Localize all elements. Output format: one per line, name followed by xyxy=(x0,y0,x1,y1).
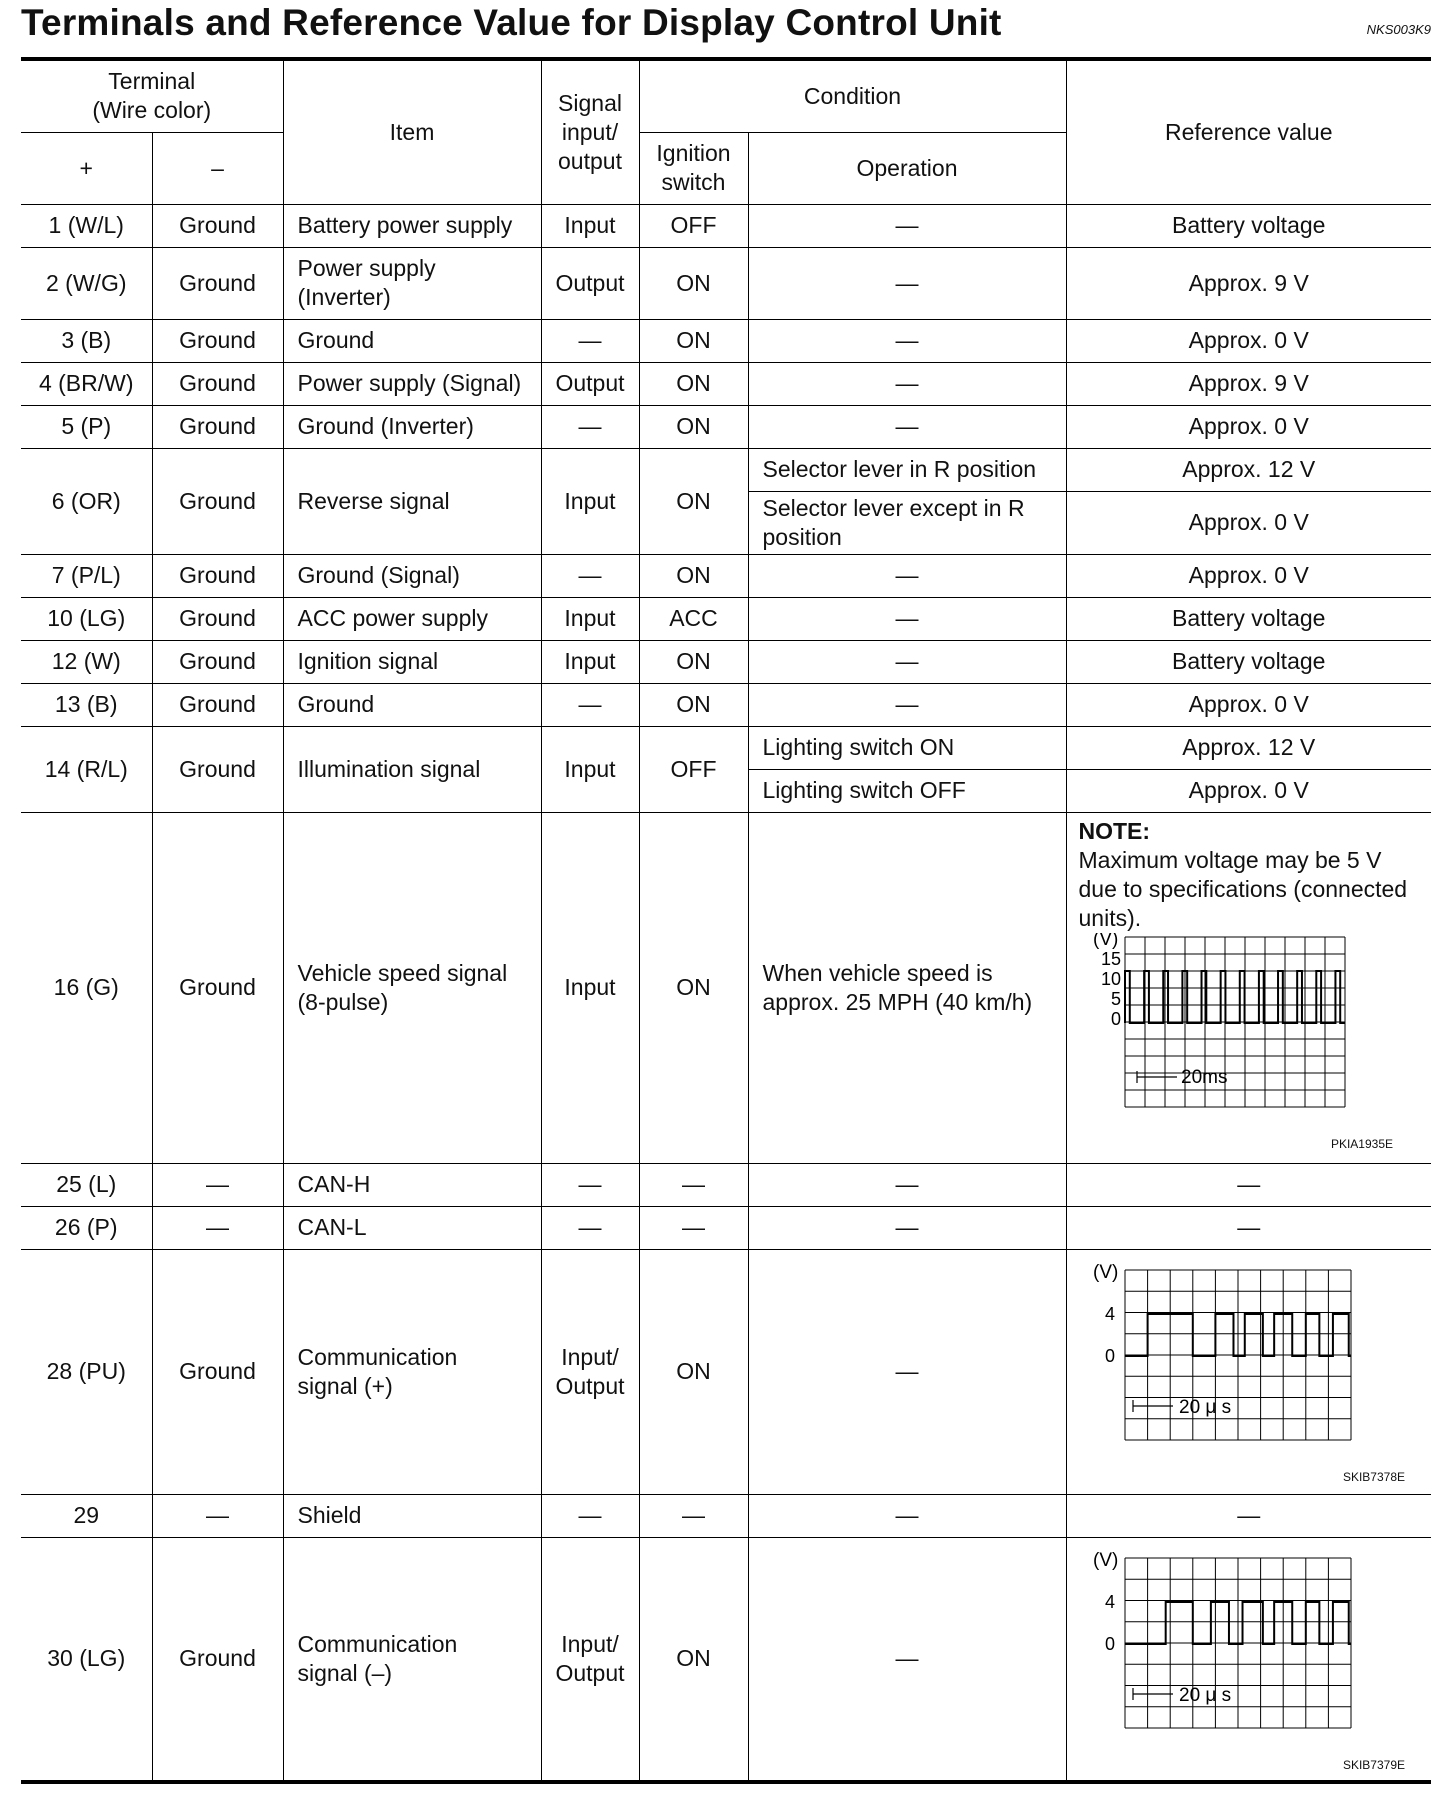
item: Communication signal (+) xyxy=(283,1249,541,1494)
figure-code: SKIB7379E xyxy=(1342,1757,1405,1772)
header-reference: Reference value xyxy=(1066,61,1431,204)
ignition-switch: ON xyxy=(639,1537,748,1782)
terminal-plus: 30 (LG) xyxy=(21,1537,152,1782)
terminal-minus: Ground xyxy=(152,640,283,683)
terminal-minus: Ground xyxy=(152,812,283,1163)
signal-io: Input xyxy=(541,640,639,683)
waveform-unit: (V) xyxy=(1092,1261,1118,1283)
terminal-minus: Ground xyxy=(152,597,283,640)
operation: Selector lever except in R position xyxy=(748,491,1066,554)
reference-value: Approx. 0 V xyxy=(1066,554,1431,597)
header-terminal: Terminal (Wire color) xyxy=(21,61,283,132)
item: Reverse signal xyxy=(283,448,541,554)
item: Ground xyxy=(283,319,541,362)
header-ignition: Ignition switch xyxy=(639,132,748,204)
signal-io: — xyxy=(541,1163,639,1206)
ignition-switch: ON xyxy=(639,247,748,319)
operation: — xyxy=(748,362,1066,405)
item: Battery power supply xyxy=(283,204,541,247)
terminal-minus: — xyxy=(152,1163,283,1206)
reference-value: Approx. 0 V xyxy=(1066,769,1431,812)
terminal-minus: Ground xyxy=(152,726,283,812)
ignition-switch: ON xyxy=(639,362,748,405)
reference-value: Approx. 0 V xyxy=(1066,683,1431,726)
reference-value: — xyxy=(1066,1206,1431,1249)
operation: — xyxy=(748,683,1066,726)
operation: — xyxy=(748,1494,1066,1537)
table-row xyxy=(21,1249,1431,1494)
terminal-minus: Ground xyxy=(152,448,283,554)
reference-value: Approx. 12 V xyxy=(1066,726,1431,769)
table-row xyxy=(21,726,1431,769)
terminal-plus: 16 (G) xyxy=(21,812,152,1163)
terminal-minus: Ground xyxy=(152,204,283,247)
terminal-minus: Ground xyxy=(152,554,283,597)
terminal-plus: 7 (P/L) xyxy=(21,554,152,597)
table-row xyxy=(21,1537,1431,1782)
reference-value: Approx. 12 V xyxy=(1066,448,1431,491)
terminal-plus: 5 (P) xyxy=(21,405,152,448)
terminal-plus: 26 (P) xyxy=(21,1206,152,1249)
terminal-minus: Ground xyxy=(152,319,283,362)
ignition-switch: — xyxy=(639,1494,748,1537)
operation: Lighting switch ON xyxy=(748,726,1066,769)
figure-code: PKIA1935E xyxy=(1330,1136,1393,1151)
ignition-switch: — xyxy=(639,1163,748,1206)
waveform-trace xyxy=(1125,971,1345,1023)
terminal-plus: 6 (OR) xyxy=(21,448,152,554)
operation: Lighting switch OFF xyxy=(748,769,1066,812)
waveform-graph xyxy=(1067,1544,1397,1744)
waveform-tick-label: 0 xyxy=(1104,1633,1115,1654)
ignition-switch: ON xyxy=(639,683,748,726)
reference-value: Approx. 0 V xyxy=(1066,491,1431,554)
waveform-tick-label: 5 xyxy=(1110,988,1121,1009)
reference-value: — xyxy=(1066,1163,1431,1206)
operation: — xyxy=(748,405,1066,448)
terminal-minus: Ground xyxy=(152,362,283,405)
waveform-figure xyxy=(1067,933,1420,1159)
note-text: Maximum voltage may be 5 V due to specifications (connected units). xyxy=(1078,846,1408,931)
operation: — xyxy=(748,319,1066,362)
waveform-graph xyxy=(1067,933,1397,1123)
waveform-figure xyxy=(1067,1544,1432,1780)
waveform-time-label: 20 μ s xyxy=(1178,1684,1231,1706)
item: Vehicle speed signal (8-pulse) xyxy=(283,812,541,1163)
terminal-minus: Ground xyxy=(152,1537,283,1782)
table-row xyxy=(21,1163,1431,1206)
ignition-switch: — xyxy=(639,1206,748,1249)
terminal-plus: 12 (W) xyxy=(21,640,152,683)
header-plus: + xyxy=(21,132,152,204)
signal-io: Output xyxy=(541,362,639,405)
waveform-time-label: 20ms xyxy=(1180,1066,1227,1088)
terminal-minus: Ground xyxy=(152,683,283,726)
operation: — xyxy=(748,640,1066,683)
operation: — xyxy=(748,204,1066,247)
terminal-plus: 14 (R/L) xyxy=(21,726,152,812)
reference-value xyxy=(1066,812,1431,1163)
operation: — xyxy=(748,597,1066,640)
reference-value: Battery voltage xyxy=(1066,597,1431,640)
terminal-plus: 3 (B) xyxy=(21,319,152,362)
ignition-switch: ACC xyxy=(639,597,748,640)
table-row xyxy=(21,1206,1431,1249)
terminal-minus: Ground xyxy=(152,405,283,448)
terminal-minus: — xyxy=(152,1494,283,1537)
waveform-unit: (V) xyxy=(1092,932,1118,950)
operation: — xyxy=(748,1537,1066,1782)
operation: — xyxy=(748,1163,1066,1206)
terminal-plus: 1 (W/L) xyxy=(21,204,152,247)
signal-io: — xyxy=(541,554,639,597)
reference-value: Battery voltage xyxy=(1066,204,1431,247)
item: Ground (Inverter) xyxy=(283,405,541,448)
terminal-minus: Ground xyxy=(152,1249,283,1494)
signal-io: Input/ Output xyxy=(541,1537,639,1782)
terminal-plus: 28 (PU) xyxy=(21,1249,152,1494)
header-minus: – xyxy=(152,132,283,204)
reference-value: Approx. 9 V xyxy=(1066,362,1431,405)
table-row xyxy=(21,247,1431,319)
table-row xyxy=(21,812,1431,1163)
item: Ground xyxy=(283,683,541,726)
item: CAN-L xyxy=(283,1206,541,1249)
signal-io: Input xyxy=(541,448,639,554)
table-row xyxy=(21,597,1431,640)
terminal-reference-table xyxy=(21,61,1431,1784)
signal-io: — xyxy=(541,1494,639,1537)
signal-io: Input xyxy=(541,204,639,247)
ignition-switch: ON xyxy=(639,554,748,597)
table-row xyxy=(21,362,1431,405)
terminal-plus: 29 xyxy=(21,1494,152,1537)
item: Power supply (Signal) xyxy=(283,362,541,405)
table-row xyxy=(21,683,1431,726)
waveform-unit: (V) xyxy=(1092,1549,1118,1571)
signal-io: — xyxy=(541,683,639,726)
ignition-switch: ON xyxy=(639,405,748,448)
signal-io: Input xyxy=(541,597,639,640)
terminal-plus: 13 (B) xyxy=(21,683,152,726)
table-row xyxy=(21,554,1431,597)
item: Ground (Signal) xyxy=(283,554,541,597)
waveform-tick-label: 4 xyxy=(1104,1591,1115,1612)
table-row xyxy=(21,448,1431,491)
terminal-plus: 10 (LG) xyxy=(21,597,152,640)
item: Power supply (Inverter) xyxy=(283,247,541,319)
ignition-switch: ON xyxy=(639,812,748,1163)
reference-value: Approx. 0 V xyxy=(1066,319,1431,362)
terminal-plus: 25 (L) xyxy=(21,1163,152,1206)
table-row xyxy=(21,319,1431,362)
operation: When vehicle speed is approx. 25 MPH (40 km/h) xyxy=(748,812,1066,1163)
signal-io: Input xyxy=(541,726,639,812)
waveform-figure xyxy=(1067,1256,1432,1492)
table-row xyxy=(21,1494,1431,1537)
operation: — xyxy=(748,1206,1066,1249)
reference-value: — xyxy=(1066,1494,1431,1537)
ignition-switch: ON xyxy=(639,1249,748,1494)
header-operation: Operation xyxy=(748,132,1066,204)
figure-code: SKIB7378E xyxy=(1342,1469,1405,1484)
reference-value: Battery voltage xyxy=(1066,640,1431,683)
waveform-graph xyxy=(1067,1256,1397,1456)
terminal-minus: — xyxy=(152,1206,283,1249)
signal-io: — xyxy=(541,319,639,362)
table-row xyxy=(21,640,1431,683)
header-item: Item xyxy=(283,61,541,204)
header-condition: Condition xyxy=(639,61,1066,132)
signal-io: Input xyxy=(541,812,639,1163)
terminal-minus: Ground xyxy=(152,247,283,319)
item: Communication signal (–) xyxy=(283,1537,541,1782)
ignition-switch: ON xyxy=(639,319,748,362)
ignition-switch: ON xyxy=(639,448,748,554)
item: Illumination signal xyxy=(283,726,541,812)
waveform-tick-label: 4 xyxy=(1104,1303,1115,1324)
reference-value xyxy=(1066,1537,1431,1782)
signal-io: — xyxy=(541,405,639,448)
signal-io: Output xyxy=(541,247,639,319)
waveform-tick-label: 10 xyxy=(1100,968,1121,989)
waveform-tick-label: 15 xyxy=(1100,948,1121,969)
item: Ignition signal xyxy=(283,640,541,683)
waveform-time-label: 20 μ s xyxy=(1178,1396,1231,1418)
waveform-tick-label: 0 xyxy=(1110,1008,1121,1029)
signal-io: Input/ Output xyxy=(541,1249,639,1494)
table-row xyxy=(21,405,1431,448)
operation: — xyxy=(748,247,1066,319)
waveform-tick-label: 0 xyxy=(1104,1345,1115,1366)
reference-value: Approx. 0 V xyxy=(1066,405,1431,448)
table-row xyxy=(21,204,1431,247)
signal-io: — xyxy=(541,1206,639,1249)
header-signal: Signal input/ output xyxy=(541,61,639,204)
ignition-switch: OFF xyxy=(639,726,748,812)
terminal-plus: 4 (BR/W) xyxy=(21,362,152,405)
ignition-switch: ON xyxy=(639,640,748,683)
reference-value xyxy=(1066,1249,1431,1494)
reference-value: Approx. 9 V xyxy=(1066,247,1431,319)
operation: — xyxy=(748,554,1066,597)
terminal-plus: 2 (W/G) xyxy=(21,247,152,319)
note-heading: NOTE: xyxy=(1078,817,1151,844)
item: ACC power supply xyxy=(283,597,541,640)
operation: Selector lever in R position xyxy=(748,448,1066,491)
item: CAN-H xyxy=(283,1163,541,1206)
page-title: Terminals and Reference Value for Display Control Unit xyxy=(21,2,1002,43)
operation: — xyxy=(748,1249,1066,1494)
ignition-switch: OFF xyxy=(639,204,748,247)
document-id: NKS003K9 xyxy=(1366,22,1431,37)
item: Shield xyxy=(283,1494,541,1537)
